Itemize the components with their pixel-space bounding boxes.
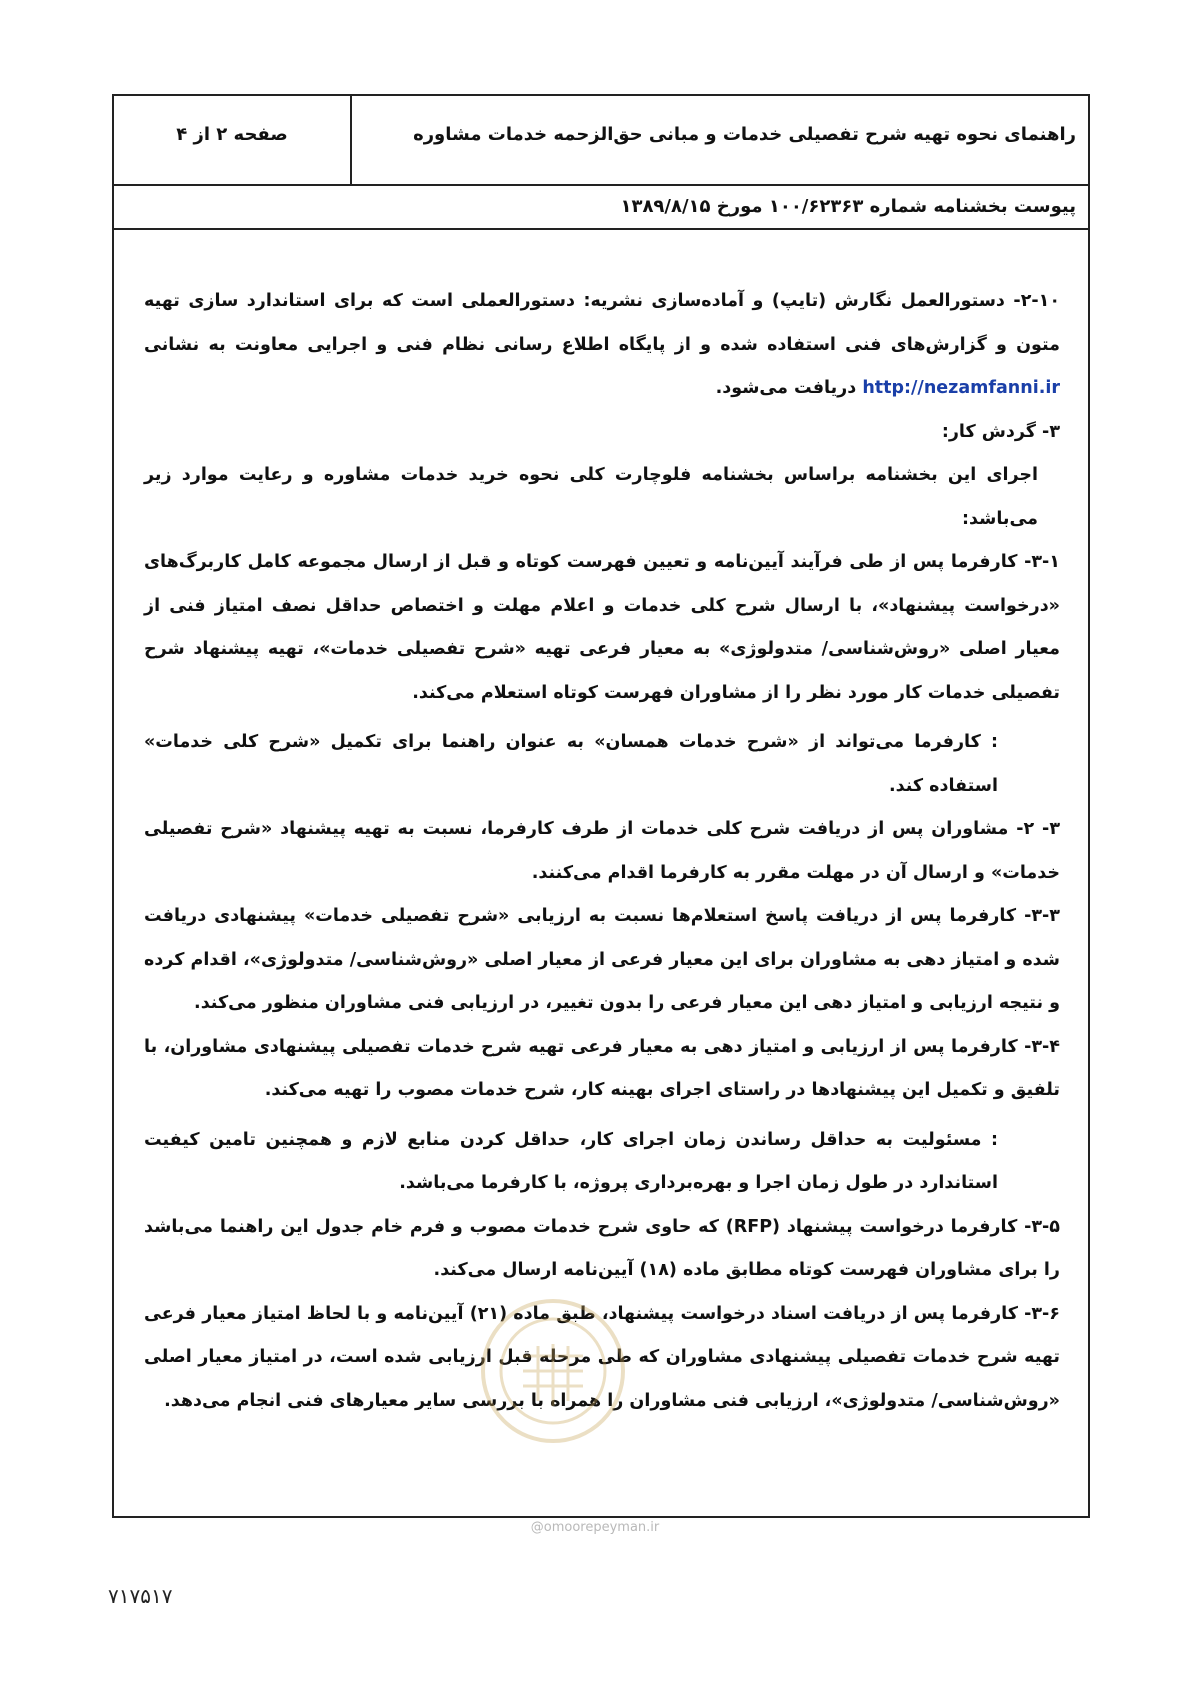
watermark-text: @omoorepeyman.ir [530,1520,660,1535]
nezamfanni-link[interactable]: http://nezamfanni.ir [862,378,1060,398]
attachment-line: پیوست بخشنامه شماره ۱۰۰/۶۲۳۶۳ مورخ ۱۳۸۹/۸/۱۵ [114,186,1088,230]
paragraph-2-10 [144,280,1060,411]
header-row [114,96,1088,186]
item-3-2: ۳- ۲- مشاوران پس از دریافت شرح کلی خدمات از طرف کارفرما، نسبت به تهیه پیشنهاد «شرح تفصیلی خدمات» و ارسال آن در مهلت مقرر به کارفرما اقدام می‌کنند. [144,819,1060,883]
seal-watermark-icon [478,1296,628,1446]
paragraph-2-10-tail: دریافت می‌شود. [715,378,863,398]
document-number: ۷۱۷۵۱۷ [108,1584,173,1608]
page-number: صفحه ۲ از ۴ [114,96,352,184]
item-3-6: ۳-۶- کارفرما پس از دریافت اسناد درخواست پیشنهاد، طبق ماده (۲۱) آیین‌نامه و با لحاظ امتیاز معیار فرعی تهیه شرح خدمات تفصیلی پیشنهادی مشاوران که طی مرحله قبل ارزیابی شده است، در امتیاز معیار اصلی «روش‌شناسی/ متدولوژی»، ارزیابی فنی مشاوران را همراه با بررسی سایر معیارهای فنی انجام می‌دهد. [144,1303,1060,1411]
document-body [144,280,1060,1423]
section-3-heading: ۳- گردش کار: [941,421,1060,442]
item-3-4: ۳-۴- کارفرما پس از ارزیابی و امتیاز دهی به معیار فرعی تهیه شرح خدمات تفصیلی پیشنهادی مشاوران، با تلفیق و تکمیل این پیشنهادها در راستای اجرای بهینه کار، شرح خدمات مصوب را تهیه می‌کند. [144,1036,1060,1100]
note-3-4: : مسئولیت به حداقل رساندن زمان اجرای کار، حداقل کردن منابع لازم و همچنین تامین کیفیت استاندارد در طول زمان اجرا و بهره‌برداری پروژه، با کارفرما می‌باشد. [144,1129,998,1193]
document-title: راهنمای نحوه تهیه شرح تفصیلی خدمات و مبانی حق‌الزحمه خدمات مشاوره [413,124,1076,145]
section-3-intro: اجرای این بخشنامه براساس بخشنامه فلوچارت کلی نحوه خرید خدمات مشاوره و رعایت موارد زیر می‌باشد: [144,465,1038,529]
note-3-1: : کارفرما می‌تواند از «شرح خدمات همسان» به عنوان راهنما برای تکمیل «شرح کلی خدمات» استفاده کند. [144,732,998,796]
item-3-1: ۳-۱- کارفرما پس از طی فرآیند آیین‌نامه و تعیین فهرست کوتاه و قبل از ارسال مجموعه کامل کاربرگ‌های «درخواست پیشنهاد»، با ارسال شرح کلی خدمات و اعلام مهلت و اختصاص حداقل نصف امتیاز فنی از معیار اصلی «روش‌شناسی/ متدولوژی» به معیار فرعی تهیه «شرح تفصیلی خدمات»، تهیه پیشنهاد شرح تفصیلی خدمات کار مورد نظر را از مشاوران فهرست کوتاه استعلام می‌کند. [144,552,1060,703]
paragraph-2-10-text: ۲-۱۰- دستورالعمل نگارش (تایپ) و آماده‌سازی نشریه: دستورالعملی است که برای استاندارد سازی تهیه متون و گزارش‌های فنی استفاده شده و از پایگاه اطلاع رسانی نظام فنی و اجرایی معاونت به نشانی [144,291,1060,355]
item-3-3: ۳-۳- کارفرما پس از دریافت پاسخ استعلام‌ها نسبت به ارزیابی «شرح تفصیلی خدمات» پیشنهادی دریافت شده و امتیاز دهی به مشاوران برای این معیار فرعی از معیار اصلی «روش‌شناسی/ متدولوژی»، اقدام کرده و نتیجه ارزیابی و امتیاز دهی این معیار فرعی را بدون تغییر، در ارزیابی فنی مشاوران منظور می‌کند. [144,906,1060,1013]
item-3-5: ۳-۵- کارفرما درخواست پیشنهاد (RFP) که حاوی شرح خدمات مصوب و فرم خام جدول این راهنما می‌باشد را برای مشاوران فهرست کوتاه مطابق ماده (۱۸) آیین‌نامه ارسال می‌کند. [144,1216,1060,1280]
